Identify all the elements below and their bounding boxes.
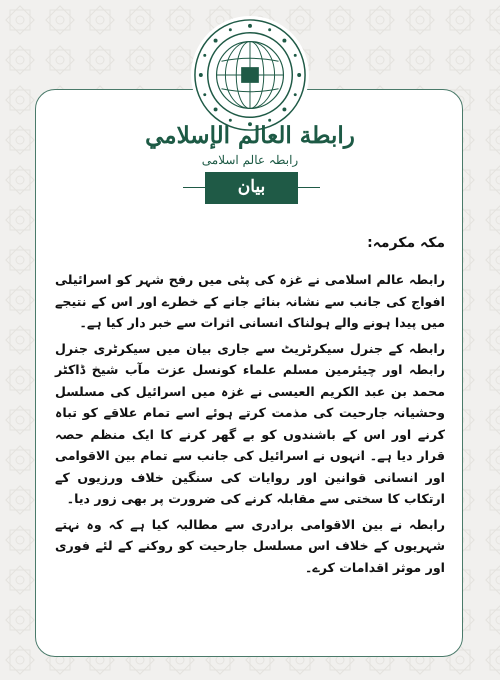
statement-paragraph: رابطہ نے بین الاقوامی برادری سے مطالبہ کیا ہے کہ وہ نہتے شہریوں کے خلاف اس مسلسل جارحیت کو روکنے کے لئے فوری اور موثر اقدامات کرے۔	[55, 516, 445, 575]
statement-paragraph: رابطہ عالم اسلامی نے غزہ کی پٹی میں رفح شہر کو اسرائیلی افواج کی جانب سے نشانہ بنائے جانے کے خطرے اور اس کے نتیجے میں پیدا ہونے والے ہولناک انسانی اثرات سے خبر دار کیا ہے۔	[55, 272, 445, 330]
organization-header	[0, 122, 500, 168]
statement-banner: بیان	[205, 172, 298, 204]
dateline-place: مکہ مکرمہ:	[367, 235, 445, 251]
globe-emblem-icon	[191, 16, 309, 134]
organization-name-arabic: رابطة العالم الإسلامي	[145, 122, 355, 149]
statement-body	[55, 232, 445, 582]
statement-paragraph: رابطہ کے جنرل سیکرٹریٹ سے جاری بیان میں سیکرٹری جنرل رابطہ اور چیئرمین مسلم علماء کونسل عزت مآب شیخ ڈاکٹر محمد بن عبد الکریم العیسی نے غزہ میں اسرائیل کی مسلسل وحشیانہ جارحیت کی مذمت کرتے ہوئے اسے تمام علاقے کو تباہ کرنے اور اس کے باشندوں کو بے گھر کرنے کا ایک منظم حصہ قرار دیا ہے۔ انہوں نے اسرائیل کی جانب سے تمام بین الاقوامی اور انسانی قوانین اور روایات کی سنگین خلاف ورزیوں کے ارتکاب کا سختی سے مقابلہ کرنے کی ضرورت پر بھی زور دیا۔	[55, 340, 445, 506]
organization-name-urdu: رابطہ عالم اسلامی	[201, 153, 299, 167]
